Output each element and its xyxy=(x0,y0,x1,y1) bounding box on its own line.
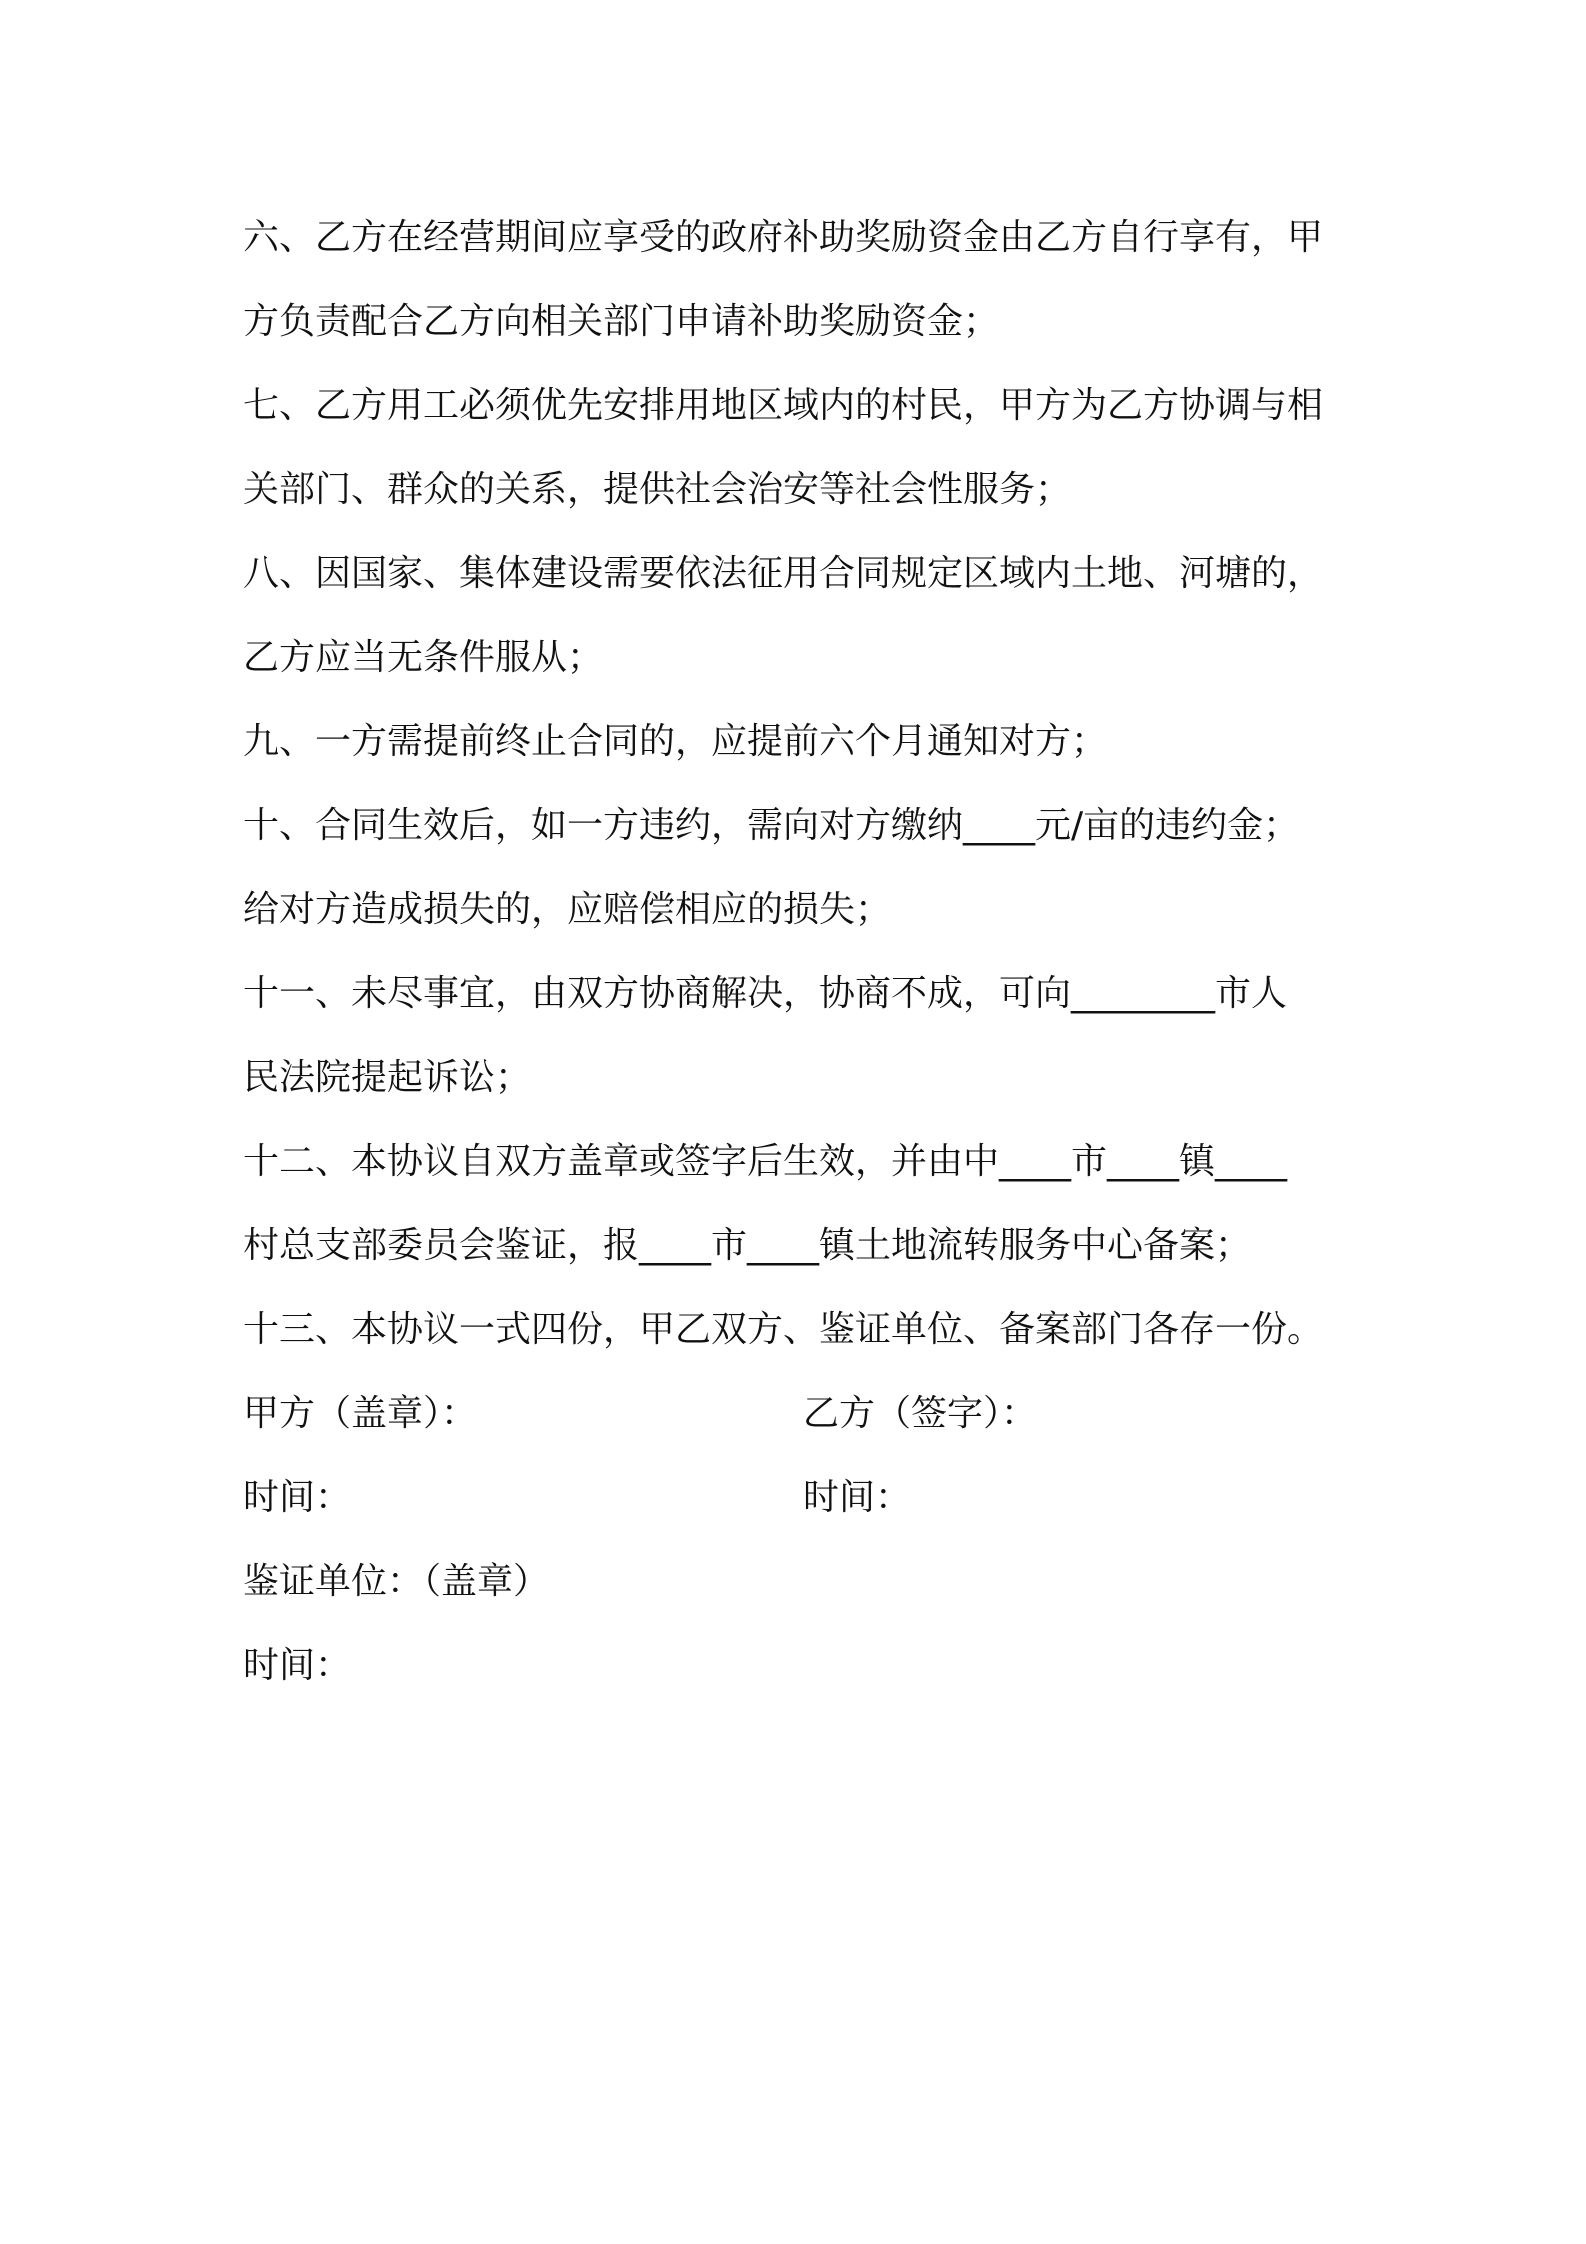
party-a-time-label: 时间： xyxy=(243,1477,352,1518)
party-a-seal-label: 甲方（盖章）： xyxy=(243,1393,478,1434)
clause-12 xyxy=(243,1120,1363,1288)
clause-line: 十二、本协议自双方盖章或签字后生效，并由中____市____镇____ xyxy=(243,1141,1288,1182)
clause-9 xyxy=(243,700,1363,784)
clause-7 xyxy=(243,364,1363,532)
clause-line: 七、乙方用工必须优先安排用地区域内的村民，甲方为乙方协调与相 xyxy=(243,385,1324,426)
clause-line: 八、因国家、集体建设需要依法征用合同规定区域内土地、河塘的， xyxy=(243,553,1324,594)
contract-body xyxy=(243,196,1363,1708)
signature-row-witness xyxy=(243,1540,1363,1624)
witness-time-label: 时间： xyxy=(243,1645,352,1686)
clause-13 xyxy=(243,1288,1363,1372)
signature-row-witness-time xyxy=(243,1624,1363,1708)
witness-seal-label: 鉴证单位：（盖章） xyxy=(243,1561,550,1602)
clause-line: 九、一方需提前终止合同的，应提前六个月通知对方； xyxy=(243,721,1108,762)
clause-line: 十一、未尽事宜，由双方协商解决，协商不成，可向________市人 xyxy=(243,973,1288,1014)
party-b-sign-label: 乙方（签字）： xyxy=(803,1393,1038,1434)
clause-6 xyxy=(243,196,1363,364)
signature-block xyxy=(243,1372,1363,1708)
clause-8 xyxy=(243,532,1363,700)
clause-line: 给对方造成损失的，应赔偿相应的损失； xyxy=(243,889,892,930)
clause-line: 方负责配合乙方向相关部门申请补助奖励资金； xyxy=(243,301,1000,342)
clause-line: 乙方应当无条件服从； xyxy=(243,637,604,678)
clause-line: 民法院提起诉讼； xyxy=(243,1057,532,1098)
clause-line: 村总支部委员会鉴证，报____市____镇土地流转服务中心备案； xyxy=(243,1225,1252,1266)
clause-10 xyxy=(243,784,1363,952)
clause-11 xyxy=(243,952,1363,1120)
signature-row-times xyxy=(243,1456,1363,1540)
signature-row-seals xyxy=(243,1372,1363,1456)
clause-line: 十、合同生效后，如一方违约，需向对方缴纳____元/亩的违约金； xyxy=(243,805,1300,846)
clause-line: 六、乙方在经营期间应享受的政府补助奖励资金由乙方自行享有，甲 xyxy=(243,217,1324,258)
clause-line: 十三、本协议一式四份，甲乙双方、鉴证单位、备案部门各存一份。 xyxy=(243,1309,1324,1350)
party-b-time-label: 时间： xyxy=(803,1477,912,1518)
clause-line: 关部门、群众的关系，提供社会治安等社会性服务； xyxy=(243,469,1072,510)
